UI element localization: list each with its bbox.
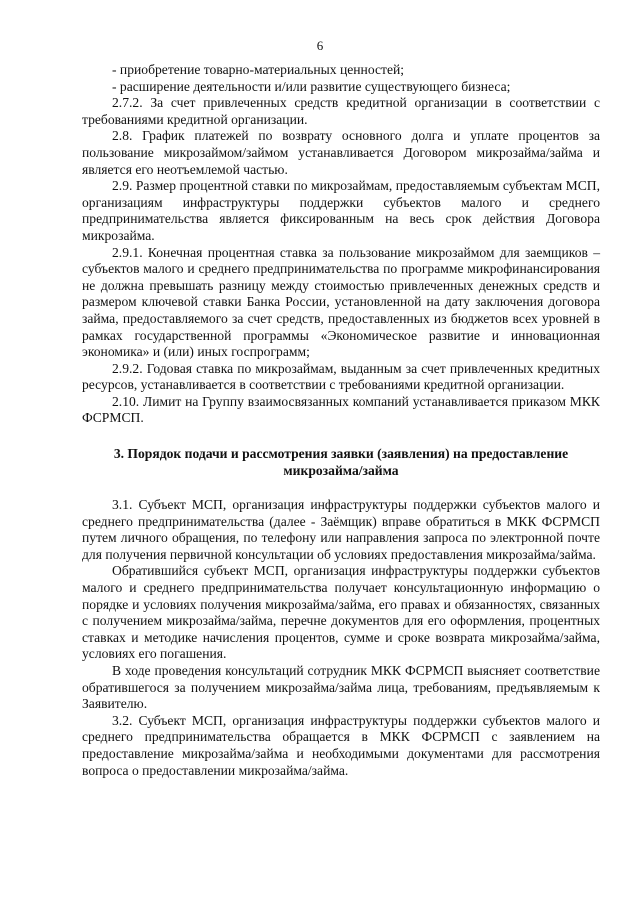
paragraph-list-item-1: - приобретение товарно-материальных ценностей; [112, 62, 405, 77]
paragraph-2-9: 2.9. Размер процентной ставки по микрозаймам, предоставляемым субъектам МСП, организациям инфраструктуры поддержки субъектов малого и среднего предпринимательства является фиксированным на весь срок действия Договора микрозайма. [82, 178, 600, 243]
paragraph-list-item-2: - расширение деятельности и/или развитие существующего бизнеса; [112, 78, 511, 94]
paragraph-consultation-info: Обратившийся субъект МСП, организация инфраструктуры поддержки субъектов малого и среднего предпринимательства получает консультационную информацию о порядке и условиях получения микрозайма/займа, его правах и обязанностях, связанных с получением микрозайма/займа, перечне документов для его оформления, процентных ставках и методике начисления процентов, сумме и сроке возврата микрозайма/займа, условиях его погашения. [82, 563, 600, 662]
document-body [82, 62, 600, 779]
paragraph-2-7-2: 2.7.2. За счет привлеченных средств кредитной организации в соответствии с требованиями кредитной организации. [82, 95, 600, 127]
section-title: 3. Порядок подачи и рассмотрения заявки (заявления) на предоставление микрозайма/займа [113, 446, 569, 479]
paragraph-consultation-check: В ходе проведения консультаций сотрудник МКК ФСРМСП выясняет соответствие обратившегося за получением микрозайма/займа лица, требованиям, предъявляемым к Заявителю. [82, 663, 600, 712]
paragraph-2-10: 2.10. Лимит на Группу взаимосвязанных компаний устанавливается приказом МКК ФСРМСП. [82, 393, 600, 426]
paragraph-2-8: 2.8. График платежей по возврату основного долга и уплате процентов за пользование микрозаймом/займом устанавливается Договором микрозайма/займа и является его неотъемлемой частью. [82, 128, 600, 177]
paragraph-3-2: 3.2. Субъект МСП, организация инфраструктуры поддержки субъектов малого и среднего предпринимательства обращается в МКК ФСРМСП с заявлением на предоставление микрозайма/займа и необходимыми документами для рассмотрения вопроса о предоставлении микрозайма/займа. [82, 712, 600, 778]
paragraph-3-1: 3.1. Субъект МСП, организация инфраструктуры поддержки субъектов малого и среднего предпринимательства (далее - Заёмщик) вправе обратиться в МКК ФСРМСП путем личного обращения, по телефону или направления запроса по электронной почте для получения первичной консультации об условиях предоставления микрозайма/займа. [82, 497, 600, 562]
paragraph-2-9-1: 2.9.1. Конечная процентная ставка за пользование микрозаймом для заемщиков – субъектов малого и среднего предпринимательства по программе микрофинансирования не должна превышать разницу между стоимостью привлеченных денежных средств и размером ключевой ставки Банка России, установленной на дату заключения договора займа, предоставляемого за счет средств, предоставленных из бюджетов всех уровней в рамках государственной программы «Экономическое развитие и инновационная экономика» и (или) иных госпрограмм; [82, 244, 600, 360]
page-number: 6 [316, 38, 324, 53]
paragraph-2-9-2: 2.9.2. Годовая ставка по микрозаймам, выданным за счет привлеченных кредитных ресурсов, устанавливается в соответствии с требованиями кредитной организации. [82, 360, 600, 393]
